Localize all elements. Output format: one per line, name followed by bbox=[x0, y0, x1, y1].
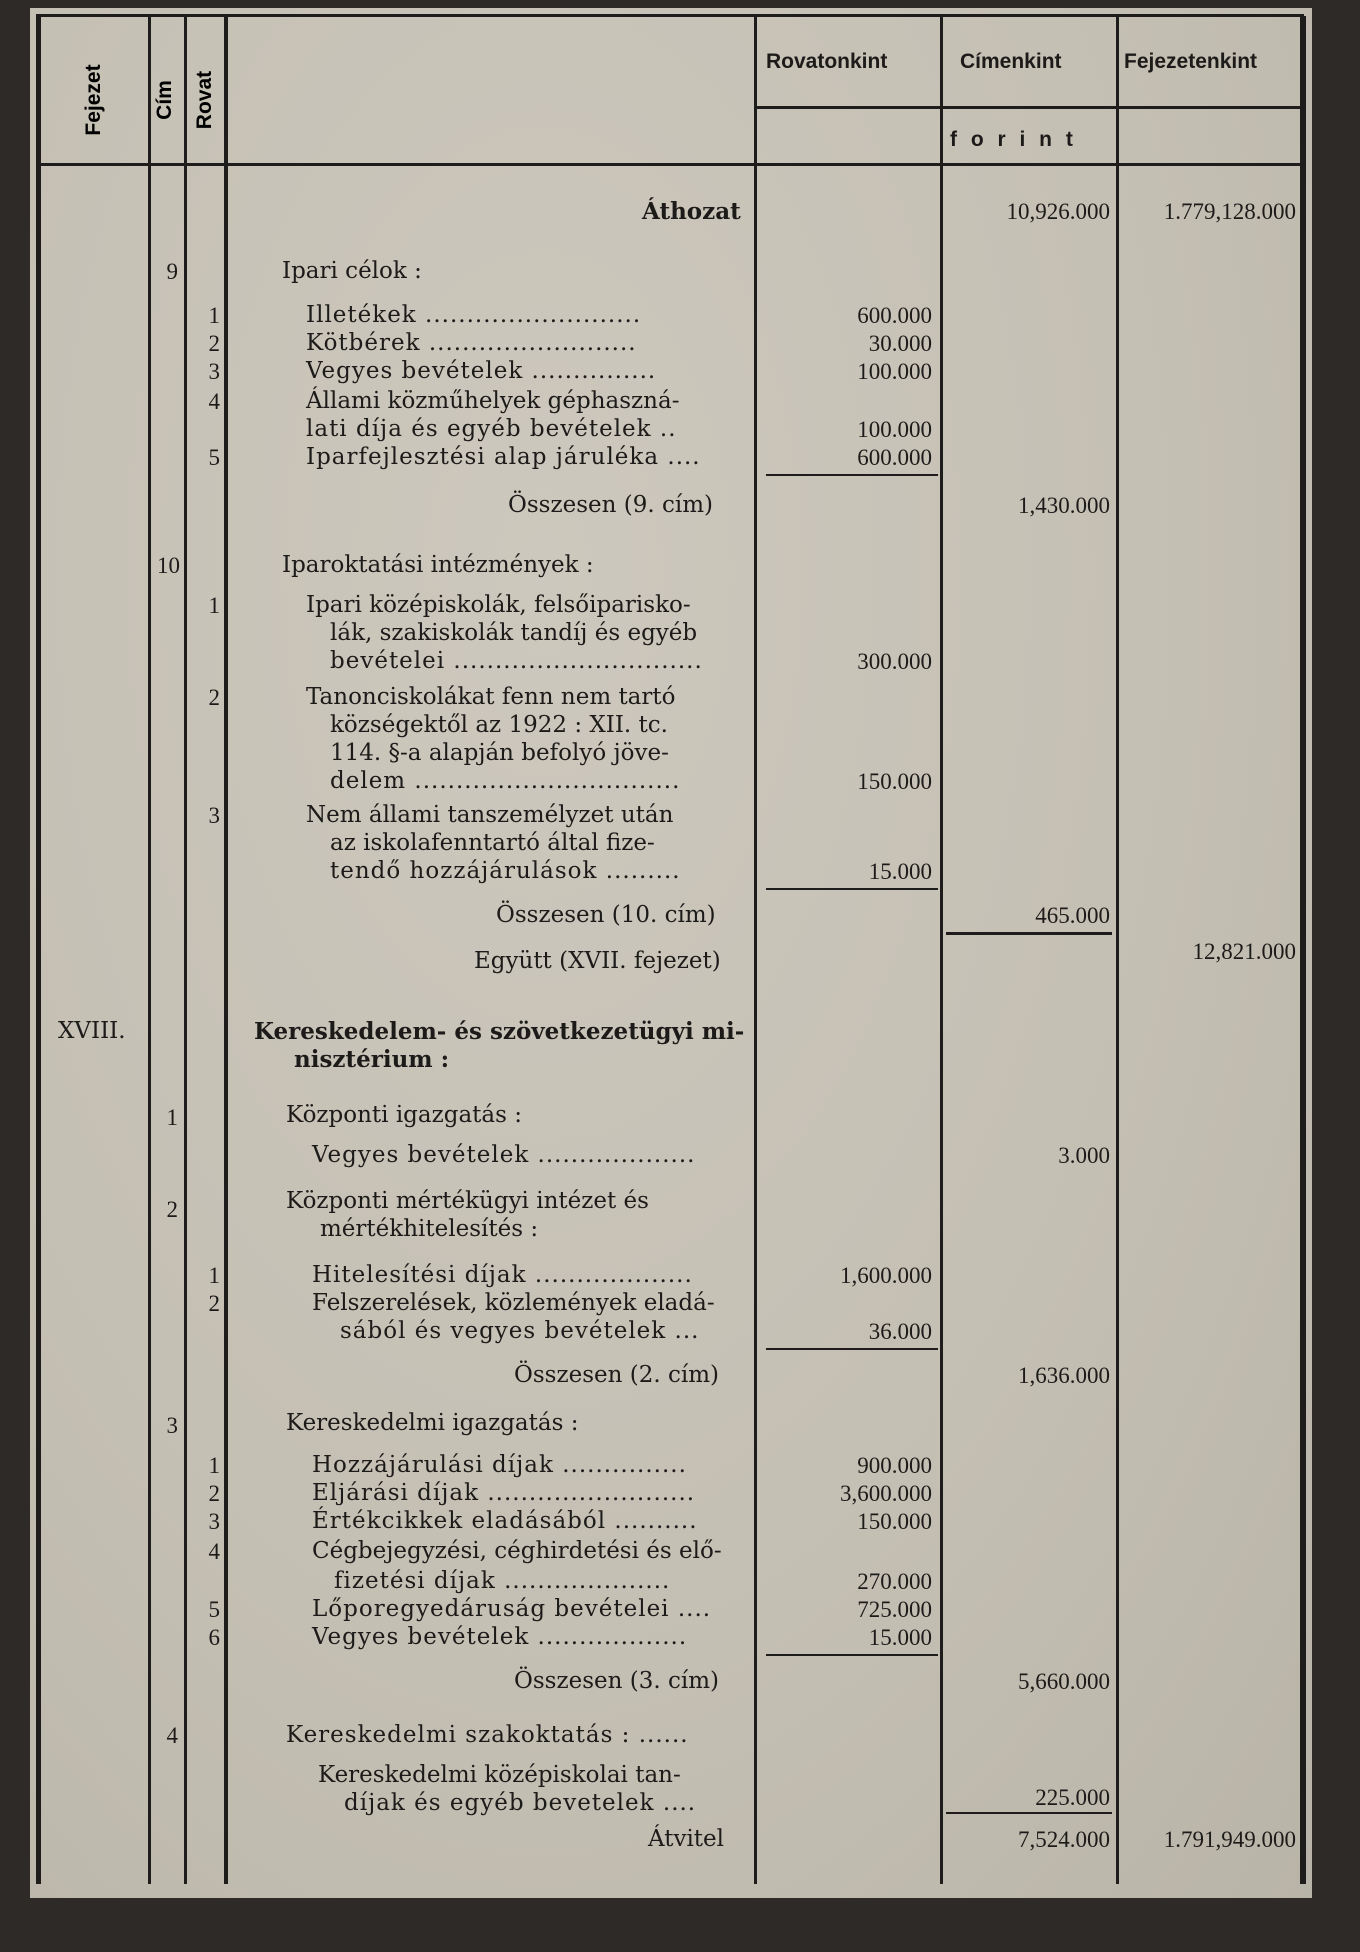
outer-left-rule bbox=[36, 16, 41, 1884]
item-value: 270.000 bbox=[857, 1569, 932, 1594]
rovat-number: 6 bbox=[208, 1625, 220, 1650]
athozat-fejezetenkint: 1.779,128.000 bbox=[1163, 199, 1296, 224]
subtotal-rule bbox=[766, 474, 938, 476]
chapter-title: nisztérium : bbox=[294, 1046, 450, 1073]
header-unit: f o r i n t bbox=[950, 128, 1077, 151]
rovat-number: 2 bbox=[208, 685, 220, 710]
header-cimenkint: Címenkint bbox=[960, 50, 1062, 73]
athozat-cimenkint: 10,926.000 bbox=[1006, 199, 1110, 224]
item-label: Felszerelések, közlemények eladá- bbox=[312, 1290, 715, 1316]
section-title: Központi mértékügyi intézet és bbox=[286, 1188, 649, 1214]
item-label: Nem állami tanszemélyzet után bbox=[306, 802, 674, 828]
atvitel-fejezetenkint: 1.791,949.000 bbox=[1163, 1827, 1296, 1852]
item-label: lák, szakiskolák tandíj és egyéb bbox=[330, 620, 698, 646]
item-label: Hozzájárulási díjak ............... bbox=[312, 1452, 687, 1478]
subtotal-value: 1,636.000 bbox=[1018, 1363, 1110, 1388]
item-label: községektől az 1922 : XII. tc. bbox=[330, 712, 668, 738]
fejezet-column-rule bbox=[148, 16, 151, 1884]
cim-number: 2 bbox=[166, 1197, 178, 1222]
header-fejezet: Fejezet bbox=[82, 64, 105, 136]
item-label: Lőporegyedáruság bevételei .... bbox=[312, 1596, 712, 1622]
subtotal-label: Összesen (10. cím) bbox=[496, 902, 716, 928]
cim-column-rule bbox=[184, 16, 187, 1884]
item-label: Cégbejegyzési, céghirdetési és elő- bbox=[312, 1538, 722, 1564]
rovat-number: 3 bbox=[208, 359, 220, 384]
item-value: 150.000 bbox=[857, 769, 932, 794]
atvitel-label: Átvitel bbox=[648, 1826, 725, 1852]
item-value: 725.000 bbox=[857, 1597, 932, 1622]
item-value: 300.000 bbox=[857, 649, 932, 674]
item-label: díjak és egyéb bevetelek .... bbox=[344, 1790, 697, 1816]
chapter-total-value: 12,821.000 bbox=[1192, 939, 1296, 964]
rovat-number: 5 bbox=[208, 1597, 220, 1622]
item-value: 36.000 bbox=[868, 1319, 932, 1344]
section-title: mértékhitelesítés : bbox=[320, 1216, 539, 1242]
rovat-number: 3 bbox=[208, 1509, 220, 1534]
rovat-number: 3 bbox=[208, 803, 220, 828]
item-label: Illetékek .......................... bbox=[306, 302, 642, 328]
item-label: Vegyes bevételek ................... bbox=[312, 1142, 696, 1168]
item-value: 15.000 bbox=[868, 1625, 932, 1650]
cim-number: 9 bbox=[166, 259, 178, 284]
item-label: lati díja és egyéb bevételek .. bbox=[306, 416, 677, 442]
item-value: 15.000 bbox=[868, 859, 932, 884]
section-title: Ipari célok : bbox=[282, 258, 422, 284]
item-value: 150.000 bbox=[857, 1509, 932, 1534]
item-label: Ipari középiskolák, felsőiparisko- bbox=[306, 592, 691, 618]
subtotal-label: Összesen (2. cím) bbox=[514, 1362, 719, 1388]
chapter-total-rule bbox=[946, 932, 1112, 935]
item-label: Értékcikkek eladásából .......... bbox=[312, 1508, 698, 1534]
subtotal-value: 3.000 bbox=[1058, 1143, 1110, 1168]
subtotal-label: Összesen (3. cím) bbox=[514, 1668, 719, 1694]
subtotal-label: Összesen (9. cím) bbox=[508, 492, 713, 518]
header-fejezetenkint: Fejezetenkint bbox=[1124, 50, 1258, 73]
item-value: 900.000 bbox=[857, 1453, 932, 1478]
unit-rule bbox=[754, 106, 1304, 109]
chapter-title: Kereskedelem- és szövetkezetügyi mi- bbox=[254, 1018, 745, 1045]
item-value: 30.000 bbox=[868, 331, 932, 356]
cimenkint-column-rule bbox=[1116, 16, 1119, 1884]
rovat-number: 1 bbox=[208, 303, 220, 328]
rovat-number: 1 bbox=[208, 593, 220, 618]
item-label: bevételei .............................. bbox=[330, 648, 703, 674]
item-value: 100.000 bbox=[857, 359, 932, 384]
rovat-number: 5 bbox=[208, 445, 220, 470]
cim-number: 10 bbox=[157, 553, 180, 578]
subtotal-value: 1,430.000 bbox=[1018, 493, 1110, 518]
subtotal-value: 5,660.000 bbox=[1018, 1669, 1110, 1694]
item-label: Kereskedelmi középiskolai tan- bbox=[318, 1762, 681, 1788]
subtotal-value: 465.000 bbox=[1035, 903, 1110, 928]
rovat-number: 2 bbox=[208, 1291, 220, 1316]
item-label: Iparfejlesztési alap járuléka .... bbox=[306, 444, 701, 470]
item-label: sából és vegyes bevételek ... bbox=[340, 1318, 700, 1344]
cim-number: 1 bbox=[166, 1105, 178, 1130]
rovat-number: 4 bbox=[208, 389, 220, 414]
item-label: Hitelesítési díjak ................... bbox=[312, 1262, 693, 1288]
header-rovat: Rovat bbox=[193, 70, 216, 130]
athozat-label: Áthozat bbox=[642, 198, 741, 225]
text-column-rule bbox=[754, 16, 757, 1884]
rovat-number: 2 bbox=[208, 1481, 220, 1506]
item-label: Eljárási díjak ......................... bbox=[312, 1480, 696, 1506]
section-title: Kereskedelmi szakoktatás : ...... bbox=[286, 1722, 689, 1748]
subtotal-value: 225.000 bbox=[1035, 1785, 1110, 1810]
item-label: Tanonciskolákat fenn nem tartó bbox=[306, 684, 676, 710]
subtotal-rule bbox=[766, 1654, 938, 1656]
item-label: Vegyes bevételek ............... bbox=[306, 358, 657, 384]
section-title: Kereskedelmi igazgatás : bbox=[286, 1410, 579, 1436]
subtotal-rule bbox=[766, 1348, 938, 1350]
item-label: az iskolafenntartó által fize- bbox=[330, 830, 655, 856]
outer-right-rule bbox=[1300, 16, 1306, 1884]
cim-number: 3 bbox=[166, 1413, 178, 1438]
cim-number: 4 bbox=[166, 1723, 178, 1748]
item-label: Vegyes bevételek .................. bbox=[312, 1624, 688, 1650]
subtotal-rule bbox=[766, 888, 938, 890]
header-cim: Cím bbox=[153, 80, 176, 120]
header-rovatonkint: Rovatonkint bbox=[766, 50, 888, 73]
atvitel-cimenkint: 7,524.000 bbox=[1018, 1827, 1110, 1852]
item-value: 100.000 bbox=[857, 417, 932, 442]
rovat-number: 1 bbox=[208, 1453, 220, 1478]
item-label: Kötbérek ......................... bbox=[306, 330, 637, 356]
item-label: Állami közműhelyek géphaszná- bbox=[306, 388, 680, 414]
rovat-number: 4 bbox=[208, 1539, 220, 1564]
item-value: 600.000 bbox=[857, 303, 932, 328]
item-label: 114. §-a alapján befolyó jöve- bbox=[330, 740, 669, 766]
section-title: Iparoktatási intézmények : bbox=[282, 552, 594, 578]
rovat-number: 1 bbox=[208, 1263, 220, 1288]
rovat-number: 2 bbox=[208, 331, 220, 356]
item-value: 3,600.000 bbox=[840, 1481, 932, 1506]
item-label: tendő hozzájárulások ......... bbox=[330, 858, 681, 884]
item-value: 600.000 bbox=[857, 445, 932, 470]
item-label: delem ................................ bbox=[330, 768, 681, 794]
chapter-total-label: Együtt (XVII. fejezet) bbox=[474, 948, 721, 974]
top-rule bbox=[36, 14, 1304, 17]
rovatonkint-column-rule bbox=[940, 16, 943, 1884]
ledger-page bbox=[30, 8, 1312, 1898]
subtotal-rule bbox=[946, 1812, 1112, 1814]
section-title: Központi igazgatás : bbox=[286, 1102, 522, 1128]
rovat-column-rule bbox=[224, 16, 228, 1884]
item-label: fizetési díjak .................... bbox=[334, 1568, 671, 1594]
header-bottom-rule bbox=[36, 163, 1304, 166]
item-value: 1,600.000 bbox=[840, 1263, 932, 1288]
fejezet-number: XVIII. bbox=[58, 1018, 126, 1044]
